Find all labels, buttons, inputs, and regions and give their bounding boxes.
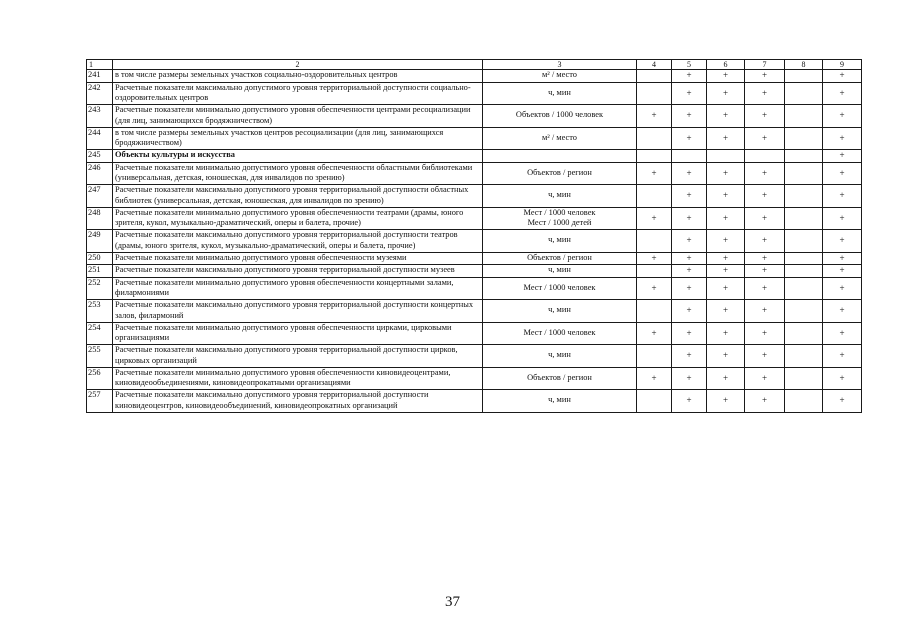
table-row <box>87 265 862 278</box>
row-unit: ч, мин <box>483 230 637 253</box>
row-col-4: + <box>637 367 672 390</box>
row-col-7: + <box>745 300 785 323</box>
row-col-5: + <box>672 207 707 230</box>
row-number: 250 <box>87 252 113 265</box>
row-col-5: + <box>672 70 707 83</box>
row-number: 247 <box>87 185 113 208</box>
row-col-4 <box>637 265 672 278</box>
row-unit: ч, мин <box>483 300 637 323</box>
row-col-5: + <box>672 345 707 368</box>
row-col-9: + <box>823 390 862 413</box>
col-header-8: 8 <box>785 60 823 70</box>
col-header-5: 5 <box>672 60 707 70</box>
row-col-7: + <box>745 162 785 185</box>
table-row <box>87 150 862 163</box>
row-col-9: + <box>823 127 862 150</box>
row-col-9: + <box>823 82 862 105</box>
row-indicator: Расчетные показатели минимально допустимого уровня обеспеченности областными библиотеками (универсальная, детская, юношеская, для инвалидов по зрению) <box>113 162 483 185</box>
table-row <box>87 127 862 150</box>
row-col-4 <box>637 345 672 368</box>
row-unit: Объектов / 1000 человек <box>483 105 637 128</box>
row-indicator: Расчетные показатели максимально допустимого уровня территориальной доступности киновидеоцентров, киновидеообъединений, киновидеопрокатных организаций <box>113 390 483 413</box>
row-col-8 <box>785 70 823 83</box>
row-indicator: Расчетные показатели минимально допустимого уровня обеспеченности театрами (драмы, юного зрителя, кукол, музыкально-драматический, оперы и балета, прочие) <box>113 207 483 230</box>
row-number: 248 <box>87 207 113 230</box>
row-col-5: + <box>672 127 707 150</box>
row-col-6: + <box>707 105 745 128</box>
row-col-6: + <box>707 300 745 323</box>
col-header-7: 7 <box>745 60 785 70</box>
col-header-2: 2 <box>113 60 483 70</box>
row-number: 257 <box>87 390 113 413</box>
table-row <box>87 367 862 390</box>
row-indicator: в том числе размеры земельных участков социально-оздоровительных центров <box>113 70 483 83</box>
row-col-6: + <box>707 207 745 230</box>
row-col-4 <box>637 82 672 105</box>
row-col-5: + <box>672 390 707 413</box>
row-col-4 <box>637 150 672 163</box>
row-col-7: + <box>745 277 785 300</box>
row-col-6: + <box>707 265 745 278</box>
row-col-8 <box>785 300 823 323</box>
row-col-7: + <box>745 265 785 278</box>
col-header-6: 6 <box>707 60 745 70</box>
row-number: 255 <box>87 345 113 368</box>
row-col-9: + <box>823 150 862 163</box>
row-indicator: Расчетные показатели минимально допустимого уровня обеспеченности музеями <box>113 252 483 265</box>
table-row <box>87 82 862 105</box>
row-indicator: Расчетные показатели минимально допустимого уровня обеспеченности центрами ресоциализации (для лиц, занимающихся бродяжничеством) <box>113 105 483 128</box>
row-indicator: Расчетные показатели максимально допустимого уровня территориальной доступности театров (драмы, юного зрителя, кукол, музыкально-драматический, оперы и балета, прочие) <box>113 230 483 253</box>
row-number: 243 <box>87 105 113 128</box>
row-indicator: в том числе размеры земельных участков центров ресоциализации (для лиц, занимающихся бродяжничеством) <box>113 127 483 150</box>
row-unit: Объектов / регион <box>483 162 637 185</box>
table-row <box>87 207 862 230</box>
row-unit <box>483 150 637 163</box>
row-col-8 <box>785 265 823 278</box>
col-header-4: 4 <box>637 60 672 70</box>
row-col-5: + <box>672 162 707 185</box>
row-indicator: Расчетные показатели максимально допустимого уровня территориальной доступности концертных залов, филармоний <box>113 300 483 323</box>
table-row <box>87 105 862 128</box>
row-col-6: + <box>707 70 745 83</box>
row-col-8 <box>785 105 823 128</box>
row-number: 254 <box>87 322 113 345</box>
row-unit: ч, мин <box>483 345 637 368</box>
row-col-8 <box>785 345 823 368</box>
row-unit: ч, мин <box>483 82 637 105</box>
row-col-8 <box>785 322 823 345</box>
table-row <box>87 345 862 368</box>
row-col-4: + <box>637 277 672 300</box>
row-col-9: + <box>823 207 862 230</box>
row-indicator: Объекты культуры и искусства <box>113 150 483 163</box>
table-row <box>87 185 862 208</box>
row-col-9: + <box>823 277 862 300</box>
row-col-4 <box>637 70 672 83</box>
row-col-9: + <box>823 367 862 390</box>
row-col-5 <box>672 150 707 163</box>
row-number: 252 <box>87 277 113 300</box>
table-row <box>87 322 862 345</box>
row-col-4: + <box>637 252 672 265</box>
row-col-8 <box>785 367 823 390</box>
row-col-7: + <box>745 252 785 265</box>
row-col-7: + <box>745 207 785 230</box>
row-col-4: + <box>637 162 672 185</box>
row-col-7: + <box>745 230 785 253</box>
table-row <box>87 390 862 413</box>
row-col-9: + <box>823 185 862 208</box>
row-col-7: + <box>745 322 785 345</box>
table-row <box>87 277 862 300</box>
norms-table <box>86 59 862 413</box>
row-col-5: + <box>672 185 707 208</box>
row-col-8 <box>785 252 823 265</box>
row-col-6: + <box>707 252 745 265</box>
row-col-7: + <box>745 345 785 368</box>
row-col-9: + <box>823 162 862 185</box>
row-unit: ч, мин <box>483 185 637 208</box>
row-unit: м² / место <box>483 70 637 83</box>
row-col-9: + <box>823 300 862 323</box>
row-col-5: + <box>672 367 707 390</box>
table-row <box>87 300 862 323</box>
row-indicator: Расчетные показатели максимально допустимого уровня территориальной доступности социально-оздоровительных центров <box>113 82 483 105</box>
row-col-6: + <box>707 185 745 208</box>
row-col-8 <box>785 127 823 150</box>
table-row <box>87 70 862 83</box>
row-col-5: + <box>672 265 707 278</box>
row-col-7: + <box>745 127 785 150</box>
row-col-9: + <box>823 252 862 265</box>
header-row <box>87 60 862 70</box>
row-unit: Объектов / регион <box>483 252 637 265</box>
row-number: 246 <box>87 162 113 185</box>
row-col-4 <box>637 300 672 323</box>
row-col-8 <box>785 390 823 413</box>
row-col-9: + <box>823 105 862 128</box>
row-col-5: + <box>672 230 707 253</box>
row-col-6: + <box>707 367 745 390</box>
row-col-8 <box>785 185 823 208</box>
row-col-8 <box>785 82 823 105</box>
row-col-9: + <box>823 230 862 253</box>
row-col-4 <box>637 230 672 253</box>
row-col-7: + <box>745 185 785 208</box>
row-col-7: + <box>745 367 785 390</box>
row-col-7: + <box>745 70 785 83</box>
row-col-9: + <box>823 265 862 278</box>
row-col-5: + <box>672 105 707 128</box>
row-col-7: + <box>745 105 785 128</box>
row-col-9: + <box>823 70 862 83</box>
row-col-7 <box>745 150 785 163</box>
row-col-8 <box>785 150 823 163</box>
row-unit: ч, мин <box>483 265 637 278</box>
row-unit: ч, мин <box>483 390 637 413</box>
row-col-9: + <box>823 322 862 345</box>
col-header-1: 1 <box>87 60 113 70</box>
row-number: 256 <box>87 367 113 390</box>
row-unit: Мест / 1000 человек <box>483 322 637 345</box>
row-col-9: + <box>823 345 862 368</box>
row-unit: м² / место <box>483 127 637 150</box>
row-unit: Объектов / регион <box>483 367 637 390</box>
col-header-3: 3 <box>483 60 637 70</box>
row-col-4: + <box>637 322 672 345</box>
row-col-6: + <box>707 127 745 150</box>
row-col-5: + <box>672 322 707 345</box>
row-col-6: + <box>707 230 745 253</box>
row-col-4 <box>637 390 672 413</box>
row-col-7: + <box>745 390 785 413</box>
row-col-5: + <box>672 300 707 323</box>
table-body <box>87 70 862 413</box>
row-col-5: + <box>672 252 707 265</box>
col-header-9: 9 <box>823 60 862 70</box>
row-col-4: + <box>637 105 672 128</box>
row-col-5: + <box>672 82 707 105</box>
row-col-6: + <box>707 162 745 185</box>
row-col-6: + <box>707 345 745 368</box>
row-col-8 <box>785 230 823 253</box>
row-number: 242 <box>87 82 113 105</box>
row-col-6: + <box>707 82 745 105</box>
row-col-6: + <box>707 322 745 345</box>
row-unit: Мест / 1000 человек Мест / 1000 детей <box>483 207 637 230</box>
row-col-6: + <box>707 277 745 300</box>
table-row <box>87 162 862 185</box>
row-indicator: Расчетные показатели минимально допустимого уровня обеспеченности цирками, цирковыми организациями <box>113 322 483 345</box>
row-number: 251 <box>87 265 113 278</box>
row-col-5: + <box>672 277 707 300</box>
row-col-8 <box>785 207 823 230</box>
row-col-4 <box>637 185 672 208</box>
row-number: 245 <box>87 150 113 163</box>
row-unit: Мест / 1000 человек <box>483 277 637 300</box>
table-row <box>87 230 862 253</box>
row-indicator: Расчетные показатели минимально допустимого уровня обеспеченности концертными залами, филармониями <box>113 277 483 300</box>
row-col-7: + <box>745 82 785 105</box>
row-indicator: Расчетные показатели максимально допустимого уровня территориальной доступности областных библиотек (универсальная, детская, юношеская, для инвалидов по зрению) <box>113 185 483 208</box>
row-col-4: + <box>637 207 672 230</box>
page-number: 37 <box>445 594 460 610</box>
row-number: 244 <box>87 127 113 150</box>
table-row <box>87 252 862 265</box>
row-indicator: Расчетные показатели минимально допустимого уровня обеспеченности киновидеоцентрами, киновидеообъединениями, киновидеопрокатными организациями <box>113 367 483 390</box>
row-number: 249 <box>87 230 113 253</box>
row-indicator: Расчетные показатели максимально допустимого уровня территориальной доступности музеев <box>113 265 483 278</box>
row-col-8 <box>785 162 823 185</box>
row-number: 253 <box>87 300 113 323</box>
row-number: 241 <box>87 70 113 83</box>
row-indicator: Расчетные показатели максимально допустимого уровня территориальной доступности цирков, цирковых организаций <box>113 345 483 368</box>
row-col-6 <box>707 150 745 163</box>
row-col-4 <box>637 127 672 150</box>
row-col-8 <box>785 277 823 300</box>
row-col-6: + <box>707 390 745 413</box>
